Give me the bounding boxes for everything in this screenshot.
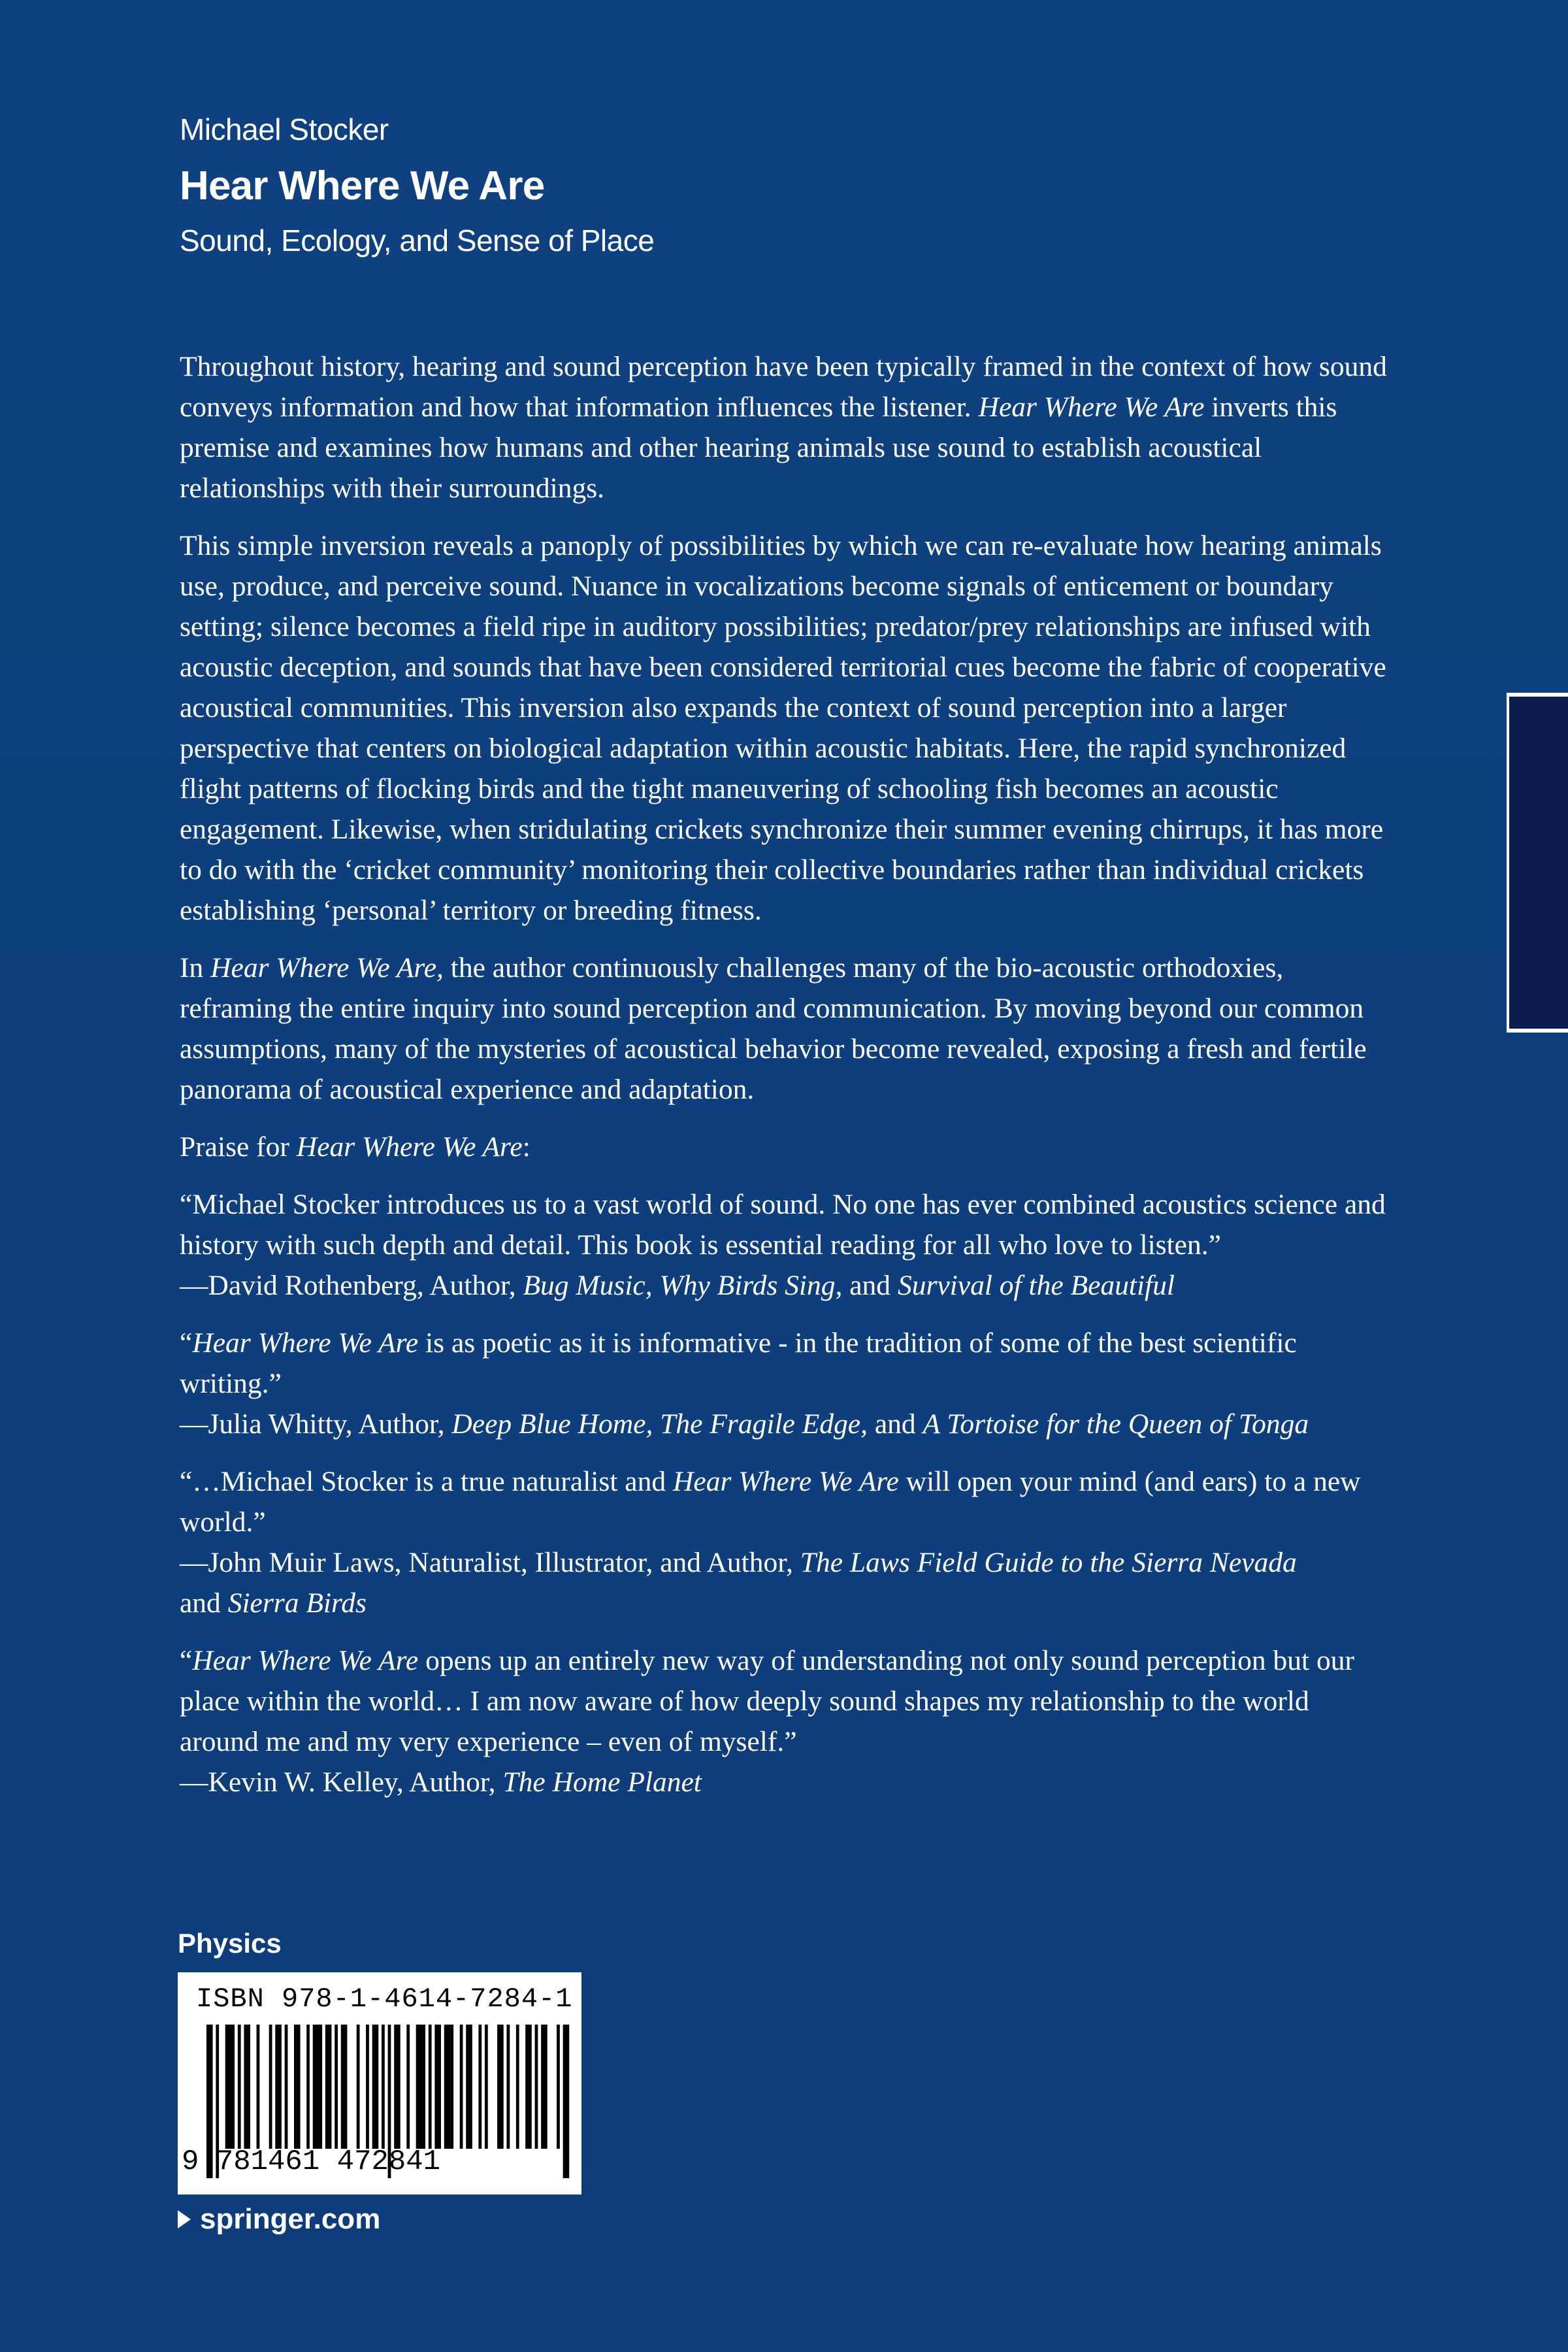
description-paragraph-2: This simple inversion reveals a panoply of possibilities by which we can re-evaluate how hearing animals use, produce, and perceive sound. Nuance in vocalizations become signals of enticement or boundary setting; silence becomes a field ripe in auditory possibilities; predator/prey relationships are infused with acoustic deception, and sounds that have been considered territorial cues become the fabric of cooperative acoustical communities. This inversion also expands the context of sound perception into a larger perspective that centers on biological adaptation within acoustic habitats. Here, the rapid synchronized flight patterns of flocking birds and the tight maneuvering of schooling fish becomes an acoustic engagement. Likewise, when stridulating crickets synchronize their summer evening chirrups, it has more to do with the ‘cricket community’ monitoring their collective boundaries rather than individual crickets establishing ‘personal’ territory or breeding fitness. [180,530,1386,926]
barcode-bar [366,2025,369,2149]
barcode-bar [341,2025,348,2149]
quote-attribution: —John Muir Laws, Naturalist, Illustrator, and Author, The Laws Field Guide to the Sierra Nevada and Sierra Birds [180,1547,1297,1619]
barcode-bar [382,2025,385,2149]
barcode-bar [516,2025,519,2149]
quote-text: “Hear Where We Are opens up an entirely new way of understanding not only sound perception but our place within the world… I am now aware of how deeply sound shapes my relationship to the world around me and my very experience – even of myself.” [180,1645,1354,1757]
praise-quote-3 [180,1461,1387,1623]
praise-quote-2 [180,1323,1387,1444]
barcode-bar [275,2025,282,2149]
barcode-bar [434,2025,441,2149]
book-title: Hear Where We Are [180,163,545,208]
barcode-bar [257,2025,260,2149]
barcode-bar [306,2025,310,2149]
praise-quote-1 [180,1184,1387,1306]
barcode-bar [225,2025,235,2149]
isbn-barcode [178,1972,581,2195]
quote-attribution: —Julia Whitty, Author, Deep Blue Home, The Fragile Edge, and A Tortoise for the Queen of Tonga [180,1408,1309,1440]
book-subtitle: Sound, Ecology, and Sense of Place [180,224,655,257]
barcode-bar [325,2025,332,2149]
barcode-bar [394,2025,400,2149]
barcode-bar [269,2025,272,2149]
isbn-label: ISBN 978-1-4614-7284-1 [196,1983,573,2015]
quote-attribution: —David Rothenberg, Author, Bug Music, Why Birds Sing, and Survival of the Beautiful [180,1270,1175,1301]
quote-attribution: —Kevin W. Kelley, Author, The Home Planet [180,1766,702,1798]
publisher-link[interactable] [178,2200,380,2239]
barcode-bar [478,2025,482,2149]
quote-text: “…Michael Stocker is a true naturalist and Hear Where We Are will open your mind (and ears) to a new world.” [180,1466,1361,1538]
barcode-bar [557,2025,560,2149]
barcode-digits: 9 781461 472841 [182,2145,441,2178]
publisher-url: springer.com [200,2203,381,2235]
barcode-bar [372,2025,379,2149]
quote-text: “Hear Where We Are is as poetic as it is informative - in the tradition of some of the best scientific writing.” [180,1327,1297,1399]
subject-category: Physics [178,1928,282,1959]
description-paragraph-3: In Hear Where We Are, the author continuously challenges many of the bio-acoustic orthodoxies, reframing the entire inquiry into sound perception and communication. By moving beyond our common assumptions, many of the mysteries of acoustical behavior become revealed, exposing a fresh and fertile panorama of acoustical experience and adaptation. [180,952,1367,1105]
barcode-bar [429,2025,432,2149]
barcode-bar [335,2025,338,2149]
description-paragraph-1: Throughout history, hearing and sound perception have been typically framed in the context of how sound conveys information and how that information influences the listener. Hear Where We Are inverts this premise and examines how humans and other hearing animals use sound to establish acoustical relationships with their surroundings. [180,351,1387,504]
barcode-bar [485,2025,488,2149]
barcode-bar [294,2025,301,2149]
barcode-bar [313,2025,322,2149]
author-name: Michael Stocker [180,112,389,146]
barcode-bar [506,2025,510,2149]
praise-heading: Praise for Hear Where We Are: [180,1131,531,1163]
barcode-bar [525,2025,532,2149]
barcode-bar [497,2025,504,2149]
praise-quote-4 [180,1640,1387,1802]
barcode-bar [238,2025,241,2149]
spine-tab [1507,693,1568,1033]
blurb [180,346,1387,1819]
quote-text: “Michael Stocker introduces us to a vast world of sound. No one has ever combined acoustics science and history with such depth and detail. This book is essential reading for all who love to listen.” [180,1189,1386,1261]
play-arrow-icon [178,2210,191,2228]
book-header [180,110,1421,260]
barcode-bar [244,2025,250,2149]
barcode-bar [444,2025,453,2149]
barcode-bar [535,2025,538,2149]
barcode-bar [285,2025,288,2149]
barcode-bar [357,2025,360,2149]
barcode-bar [541,2025,547,2149]
barcode-bar [406,2025,410,2149]
barcode-bar [460,2025,463,2149]
barcode-bar [416,2025,425,2149]
barcode-bar [466,2025,472,2149]
